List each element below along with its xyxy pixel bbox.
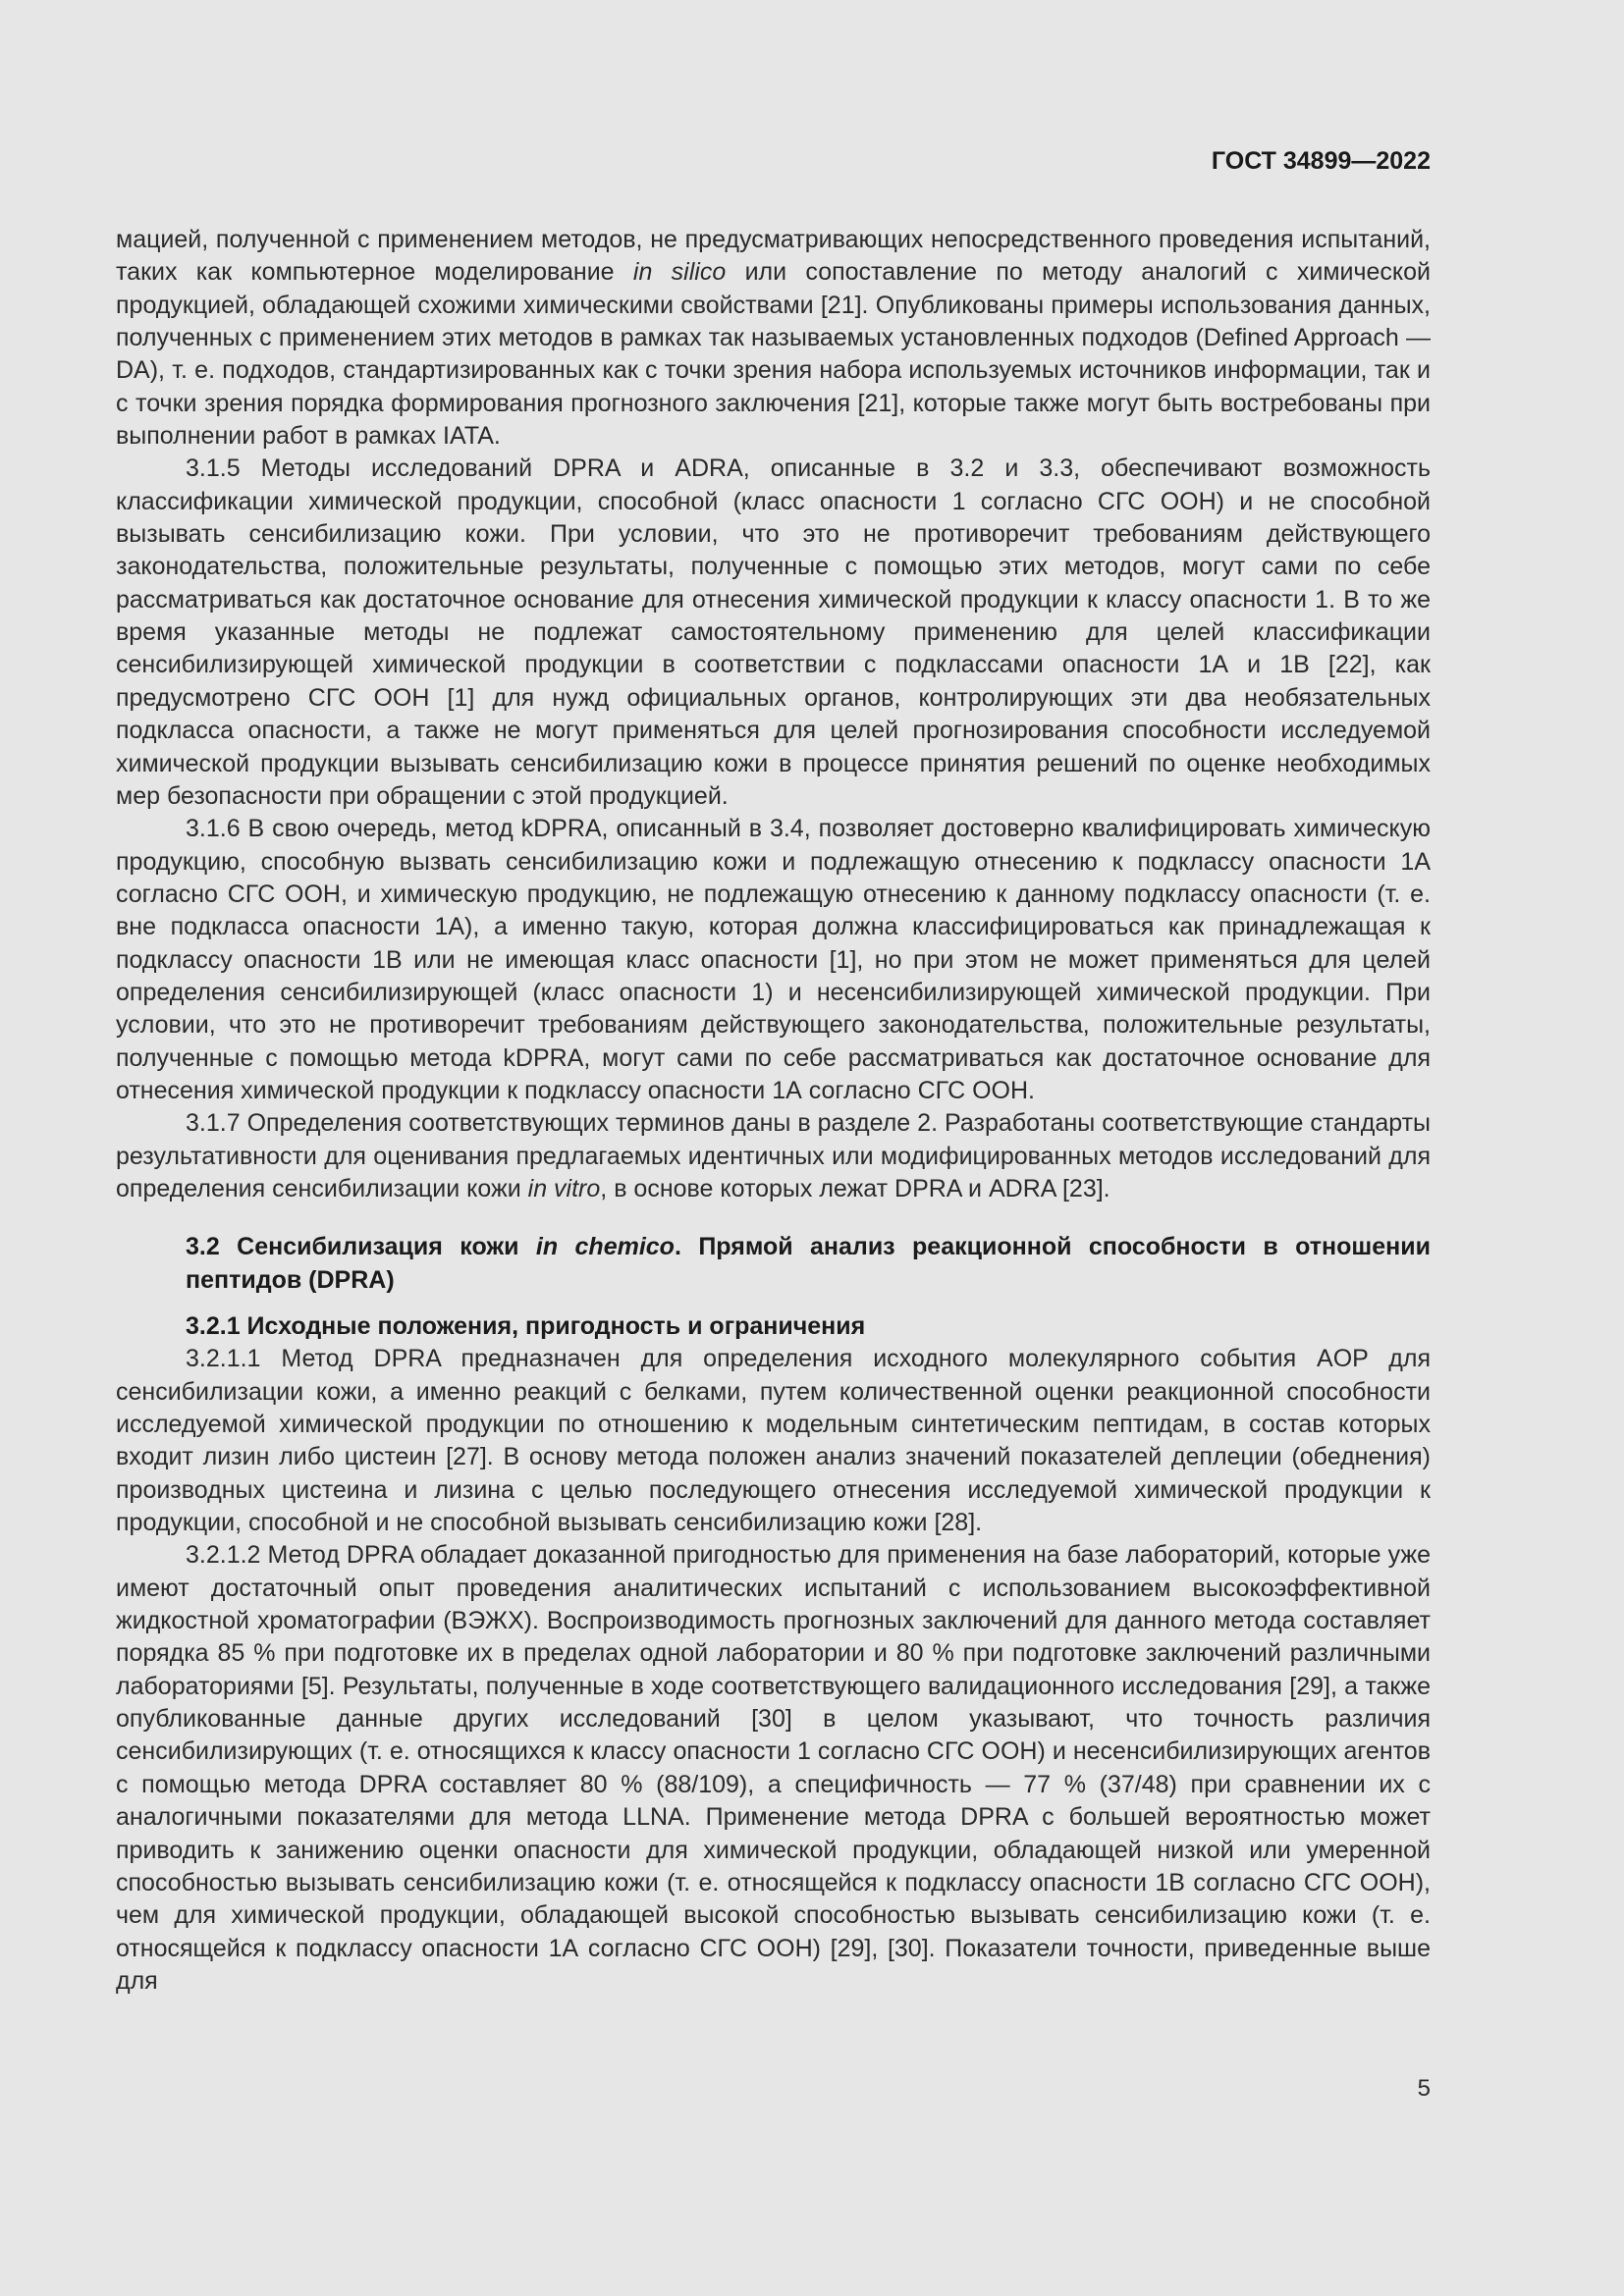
document-body [116,224,1431,1998]
paragraph-continuation: мацией, полученной с применением методов, не предусматривающих непосредственного проведения испытаний, таких как компьютерное моделирование in silico или сопоставление по методу аналогий с химической продукцией, обладающей схожими химическими свойствами [21]. Опубликованы примеры использования данных, полученных с применением этих методов в рамках так называемых установленных подходов (Defined Approach — DA), т. е. подходов, стандартизированных как с точки зрения набора используемых источников информации, так и с точки зрения порядка формирования прогнозного заключения [21], которые также могут быть востребованы при выполнении работ в рамках IATA. [116,226,1431,451]
paragraph-3-1-7: 3.1.7 Определения соответствующих терминов даны в разделе 2. Разработаны соответствующие стандарты результативности для оценивания предлагаемых идентичных или модифицированных методов исследований для определения сенсибилизации кожи in vitro, в основе которых лежат DPRA и ADRA [23]. [116,1109,1431,1202]
standard-header: ГОСТ 34899—2022 [1211,147,1431,175]
page-number: 5 [1417,2075,1431,2102]
paragraph-3-2-1-2: 3.2.1.2 Метод DPRA обладает доказанной пригодностью для применения на базе лабораторий, которые уже имеют достаточный опыт проведения аналитических испытаний с использованием высокоэффективной жидкостной хроматографии (ВЭЖХ). Воспроизводимость прогнозных заключений для данного метода составляет порядка 85 % при подготовке их в пределах одной лаборатории и 80 % при подготовке заключений различными лабораториями [5]. Результаты, полученные в ходе соответствующего валидационного исследования [29], а также опубликованные данные других исследований [30] в целом указывают, что точность различия сенсибилизирующих (т. е. относящихся к классу опасности 1 согласно СГС ООН) и несенсибилизирующих агентов с помощью метода DPRA составляет 80 % (88/109), а специфичность — 77 % (37/48) при сравнении их с аналогичными показателями для метода LLNA. Применение метода DPRA с большей вероятностью может приводить к занижению оценки опасности для химической продукции, обладающей низкой или умеренной способностью вызывать сенсибилизацию кожи (т. е. относящейся к подклассу опасности 1В согласно СГС ООН), чем для химической продукции, обладающей высокой способностью вызывать сенсибилизацию кожи (т. е. относящейся к подклассу опасности 1А согласно СГС ООН) [29], [30]. Показатели точности, приведенные выше для [116,1541,1431,1995]
paragraph-3-1-5: 3.1.5 Методы исследований DPRA и ADRA, описанные в 3.2 и 3.3, обеспечивают возможность классификации химической продукции, способной (класс опасности 1 согласно СГС ООН) и не способной вызывать сенсибилизацию кожи. При условии, что это не противоречит требованиям действующего законодательства, положительные результаты, полученные с помощью этих методов, могут сами по себе рассматриваться как достаточное основание для отнесения химической продукции к классу опасности 1. В то же время указанные методы не подлежат самостоятельному применению для целей классификации сенсибилизирующей химической продукции в соответствии с подклассами опасности 1А и 1В [22], как предусмотрено СГС ООН [1] для нужд официальных органов, контролирующих эти два необязательных подкласса опасности, а также не могут применяться для целей прогнозирования способности исследуемой химической продукции вызывать сенсибилизацию кожи в процессе принятия решений по оценке необходимых мер безопасности при обращении с этой продукцией. [116,454,1431,810]
subsection-heading-3-2-1: 3.2.1 Исходные положения, пригодность и ограничения [186,1312,866,1340]
section-heading-3-2: 3.2 Сенсибилизация кожи in chemico. Прямой анализ реакционной способности в отношении пептидов (DPRA) [186,1233,1432,1294]
paragraph-3-1-6: 3.1.6 В свою очередь, метод kDPRA, описанный в 3.4, позволяет достоверно квалифицировать химическую продукцию, способную вызвать сенсибилизацию кожи и подлежащую отнесению к подклассу опасности 1А согласно СГС ООН, и химическую продукцию, не подлежащую отнесению к данному подклассу опасности (т. е. вне подкласса опасности 1А), а именно такую, которая должна классифицироваться как принадлежащая к подклассу опасности 1В или не имеющая класс опасности [1], но при этом не может применяться для целей определения сенсибилизирующей (класс опасности 1) и несенсибилизирующей химической продукции. При условии, что это не противоречит требованиям действующего законодательства, положительные результаты, полученные с помощью метода kDPRA, могут сами по себе рассматриваться как достаточное основание для отнесения химической продукции к подклассу опасности 1А согласно СГС ООН. [116,815,1431,1104]
paragraph-3-2-1-1: 3.2.1.1 Метод DPRA предназначен для определения исходного молекулярного события AOP для сенсибилизации кожи, а именно реакций с белками, путем количественной оценки реакционной способности исследуемой химической продукции по отношению к модельным синтетическим пептидам, в состав которых входит лизин либо цистеин [27]. В основу метода положен анализ значений показателей деплеции (обеднения) производных цистеина и лизина с целью последующего отнесения исследуемой химической продукции к продукции, способной и не способной вызывать сенсибилизацию кожи [28]. [116,1345,1431,1537]
